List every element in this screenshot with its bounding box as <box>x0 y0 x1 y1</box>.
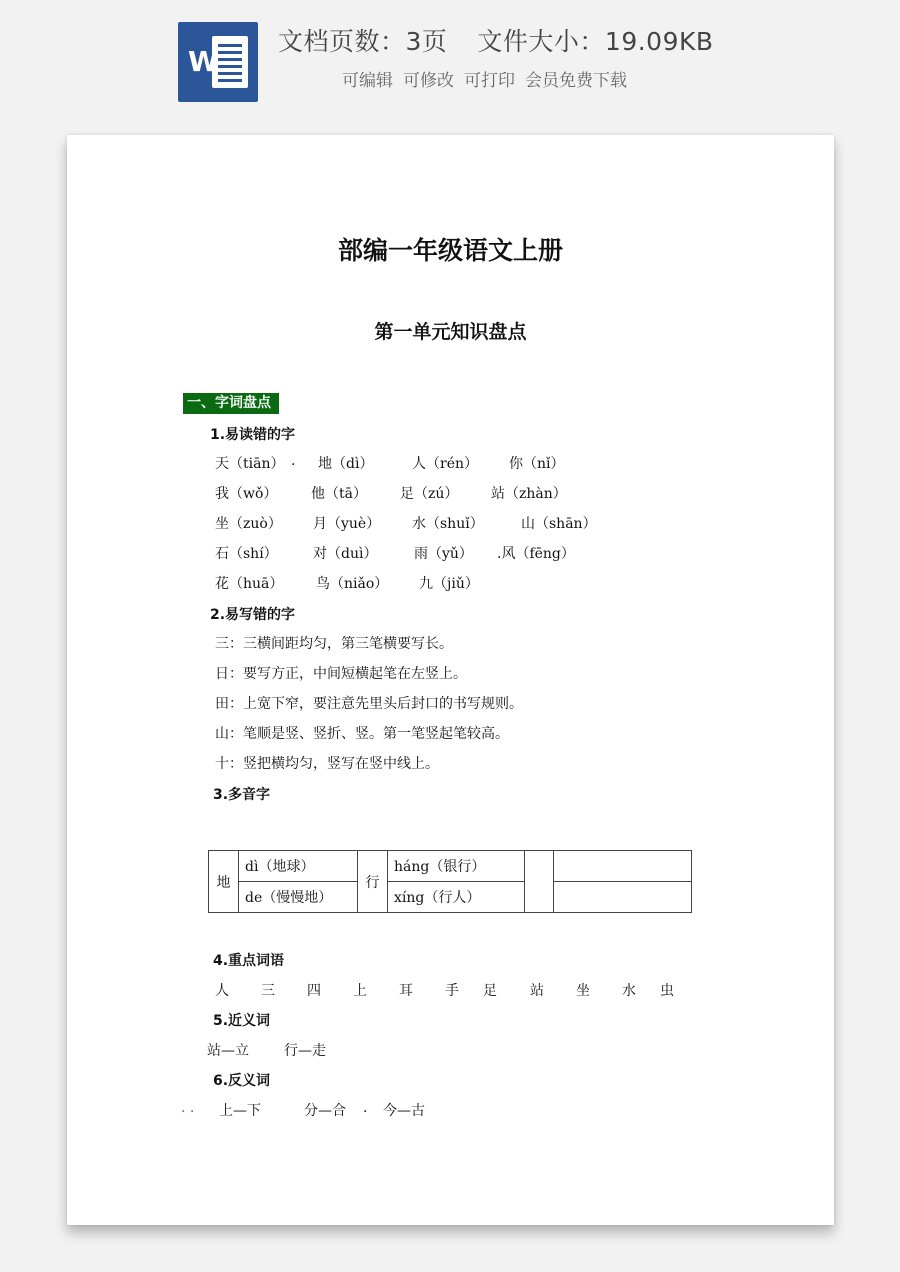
read-item: 人（rén） <box>412 456 478 472</box>
table-cell: de（慢慢地） <box>239 882 358 913</box>
key-word: 人 <box>215 983 229 999</box>
read-item: 鸟（niǎo） <box>316 576 389 592</box>
read-item: 月（yuè） <box>313 516 381 532</box>
heading-key-words: 4.重点词语 <box>213 953 285 969</box>
table-cell <box>554 882 692 913</box>
table-cell <box>525 851 554 913</box>
polyphone-table <box>208 850 692 913</box>
read-item: 花（huā） <box>215 576 284 592</box>
write-line: 田：上宽下窄，要注意先里头后封口的书写规则。 <box>215 696 523 712</box>
read-item: 石（shí） <box>215 546 278 562</box>
read-item: 足（zú） <box>400 486 459 502</box>
key-word: 虫 <box>660 983 674 999</box>
doc-meta <box>278 22 714 58</box>
heading-miswrite: 2.易写错的字 <box>210 607 296 623</box>
read-item: 他（tā） <box>311 486 367 502</box>
heading-synonyms: 5.近义词 <box>213 1013 271 1029</box>
table-cell: háng（银行） <box>388 851 525 882</box>
key-word: 上 <box>353 983 367 999</box>
key-word: 足 <box>483 983 497 999</box>
section-heading: 一、字词盘点 <box>183 393 279 414</box>
synonym-pair: 站—立 <box>207 1043 249 1059</box>
read-item: 对（duì） <box>313 546 378 562</box>
read-item: 我（wǒ） <box>215 486 278 502</box>
write-line: 山：笔顺是竖、竖折、竖。第一笔竖起笔较高。 <box>215 726 509 742</box>
read-item: 坐（zuò） <box>215 516 282 532</box>
antonym-pair: 上—下 <box>219 1103 261 1119</box>
read-item: 山（shān） <box>521 516 597 532</box>
heading-antonyms: 6.反义词 <box>213 1073 271 1089</box>
file-size: 文件大小：19.09KB <box>477 27 714 56</box>
key-word: 三 <box>261 983 275 999</box>
feature-item: 可修改 <box>403 71 454 91</box>
heading-misread: 1.易读错的字 <box>210 427 296 443</box>
key-word: 水 <box>622 983 636 999</box>
read-item: 天（tiān） <box>215 456 285 472</box>
feature-list <box>342 66 627 91</box>
read-item: 你（nǐ） <box>509 456 565 472</box>
read-item: .风（fēng） <box>497 546 575 562</box>
antonym-mark: . <box>363 1100 368 1116</box>
document-page <box>67 135 834 1225</box>
read-item: 雨（yǔ） <box>414 546 473 562</box>
feature-item: 可打印 <box>464 71 515 91</box>
doc-title: 部编一年级语文上册 <box>337 236 563 265</box>
read-item: 地（dì） <box>318 456 374 472</box>
read-item: 水（shuǐ） <box>412 516 484 532</box>
write-line: 日：要写方正，中间短横起笔在左竖上。 <box>215 666 467 682</box>
antonym-pair: 分—合 <box>304 1103 346 1119</box>
header-banner <box>0 0 900 120</box>
antonym-mark: . . <box>181 1100 195 1116</box>
heading-polyphone: 3.多音字 <box>213 787 271 803</box>
write-line: 三：三横间距均匀，第三笔横要写长。 <box>215 636 453 652</box>
table-cell: dì（地球） <box>239 851 358 882</box>
read-mark: . <box>291 453 296 469</box>
page-count: 文档页数：3页 <box>278 27 448 56</box>
table-cell: 行 <box>358 851 388 913</box>
table-cell: 地 <box>209 851 239 913</box>
synonym-pair: 行—走 <box>284 1043 326 1059</box>
feature-item: 可编辑 <box>342 71 393 91</box>
key-word: 坐 <box>576 983 590 999</box>
table-cell <box>554 851 692 882</box>
doc-subtitle: 第一单元知识盘点 <box>374 321 527 343</box>
write-line: 十：竖把横均匀，竖写在竖中线上。 <box>215 756 439 772</box>
key-word: 手 <box>445 983 459 999</box>
word-icon: W <box>178 22 258 102</box>
feature-item: 会员免费下载 <box>525 71 627 91</box>
read-item: 站（zhàn） <box>491 486 567 502</box>
key-word: 站 <box>530 983 544 999</box>
read-item: 九（jiǔ） <box>419 576 479 592</box>
table-cell: xíng（行人） <box>388 882 525 913</box>
key-word: 四 <box>307 983 321 999</box>
antonym-pair: 今—古 <box>383 1103 425 1119</box>
key-word: 耳 <box>399 983 413 999</box>
